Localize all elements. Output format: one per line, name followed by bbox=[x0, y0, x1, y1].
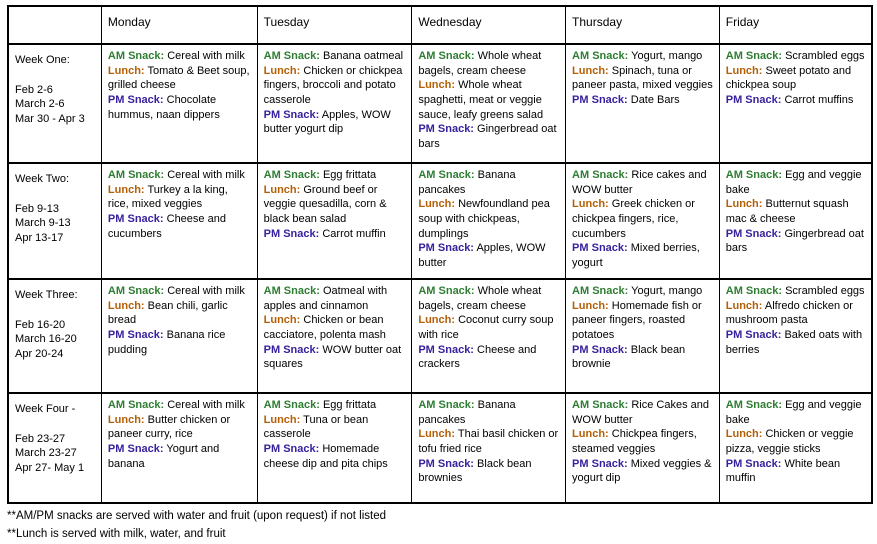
meal-cell-week2-thursday bbox=[566, 163, 720, 279]
day-header-tuesday: Tuesday bbox=[257, 6, 412, 44]
meal-entry bbox=[264, 183, 406, 227]
meal-entry bbox=[726, 284, 865, 299]
pm-snack-label: PM Snack: bbox=[725, 93, 782, 106]
meal-entry bbox=[418, 284, 559, 313]
meal-cell-week3-tuesday bbox=[257, 279, 412, 393]
pm-snack-text: Mixed berries, yogurt bbox=[572, 242, 700, 269]
pm-snack-label: PM Snack: bbox=[263, 108, 320, 121]
week-three-row bbox=[8, 279, 872, 393]
meal-cell-week2-monday bbox=[101, 163, 257, 279]
pm-snack-label: PM Snack: bbox=[572, 457, 628, 470]
lunch-text: Greek chicken or chickpea fingers, rice, cucumbers bbox=[572, 198, 695, 240]
pm-snack-label: PM Snack: bbox=[107, 442, 164, 455]
pm-snack-label: PM Snack: bbox=[107, 212, 164, 225]
meal-entry bbox=[726, 49, 865, 64]
week-one-label-cell bbox=[8, 44, 101, 163]
lunch-label: Lunch: bbox=[263, 64, 301, 77]
pm-snack-label: PM Snack: bbox=[418, 457, 474, 470]
pm-snack-text: Gingerbread oat bars bbox=[418, 123, 557, 150]
meal-entry bbox=[572, 343, 713, 372]
meal-cell-week1-monday bbox=[101, 44, 257, 163]
meal-entry bbox=[108, 168, 251, 183]
am-snack-label: AM Snack: bbox=[107, 285, 165, 297]
pm-snack-label: PM Snack: bbox=[572, 242, 628, 255]
lunch-label: Lunch: bbox=[418, 314, 456, 327]
pm-snack-label: PM Snack: bbox=[263, 442, 320, 455]
lunch-text: Tomato & Beet soup, grilled cheese bbox=[107, 64, 250, 92]
meal-entry bbox=[726, 227, 865, 256]
pm-snack-text: Mixed veggies & yogurt dip bbox=[572, 457, 712, 485]
am-snack-text: Egg frittata bbox=[322, 399, 377, 411]
week-date: Apr 27- May 1 bbox=[15, 461, 85, 474]
week-three-label-cell bbox=[8, 279, 101, 393]
meal-entry bbox=[726, 93, 865, 108]
pm-snack-text: Black bean brownies bbox=[418, 457, 532, 485]
meal-entry bbox=[108, 49, 251, 64]
pm-snack-text: Cheese and crackers bbox=[418, 343, 537, 371]
week-dates bbox=[15, 202, 95, 246]
pm-snack-label: PM Snack: bbox=[107, 93, 164, 106]
lunch-text: Tuna or bean casserole bbox=[263, 413, 369, 441]
am-snack-label: AM Snack: bbox=[418, 169, 475, 181]
pm-snack-label: PM Snack: bbox=[418, 343, 474, 356]
am-snack-label: AM Snack: bbox=[572, 50, 629, 62]
meal-cell-week3-monday bbox=[101, 279, 257, 393]
lunch-label: Lunch: bbox=[572, 428, 609, 441]
lunch-label: Lunch: bbox=[418, 198, 456, 211]
am-snack-text: Scrambled eggs bbox=[785, 285, 865, 297]
lunch-label: Lunch: bbox=[725, 299, 763, 312]
lunch-label: Lunch: bbox=[107, 183, 145, 196]
am-snack-label: AM Snack: bbox=[418, 399, 475, 411]
meal-entry bbox=[418, 427, 559, 456]
meal-cell-week4-tuesday bbox=[257, 393, 412, 503]
lunch-label: Lunch: bbox=[263, 413, 301, 426]
meal-entry bbox=[108, 183, 251, 212]
week-dates bbox=[15, 432, 95, 476]
pm-snack-label: PM Snack: bbox=[418, 242, 474, 255]
am-snack-text: Banana oatmeal bbox=[322, 50, 404, 62]
meal-entry bbox=[264, 284, 406, 313]
meal-entry bbox=[264, 343, 406, 372]
pm-snack-label: PM Snack: bbox=[107, 328, 164, 341]
lunch-label: Lunch: bbox=[418, 79, 456, 92]
pm-snack-text: WOW butter oat squares bbox=[263, 343, 402, 371]
meal-entry bbox=[264, 64, 406, 108]
meal-entry bbox=[726, 457, 865, 486]
meal-entry bbox=[726, 427, 865, 456]
meal-entry bbox=[264, 49, 406, 64]
week-one-row bbox=[8, 44, 872, 163]
meal-cell-week1-tuesday bbox=[257, 44, 412, 163]
pm-snack-text: Apples, WOW butter yogurt dip bbox=[263, 108, 391, 136]
pm-snack-label: PM Snack: bbox=[572, 93, 628, 106]
pm-snack-text: Carrot muffins bbox=[784, 93, 854, 106]
meal-entry bbox=[572, 427, 713, 456]
week-title: Week Three: bbox=[15, 289, 78, 301]
meal-entry bbox=[264, 413, 406, 442]
week-dates bbox=[15, 83, 95, 127]
week-title: Week Two: bbox=[15, 173, 70, 185]
meal-entry bbox=[726, 197, 865, 226]
am-snack-label: AM Snack: bbox=[107, 169, 165, 181]
lunch-text: Chicken or veggie pizza, veggie sticks bbox=[725, 428, 854, 455]
lunch-text: Thai basil chicken or tofu fried rice bbox=[418, 428, 559, 455]
pm-snack-text: Homemade cheese dip and pita chips bbox=[263, 442, 388, 470]
am-snack-label: AM Snack: bbox=[263, 169, 320, 181]
pm-snack-text: Apples, WOW butter bbox=[418, 242, 546, 269]
am-snack-text: Cereal with milk bbox=[167, 285, 245, 297]
meal-entry bbox=[418, 241, 559, 270]
meal-entry bbox=[108, 93, 251, 122]
week-title: Week Four - bbox=[15, 403, 76, 415]
am-snack-text: Banana pancakes bbox=[418, 169, 516, 196]
am-snack-label: AM Snack: bbox=[107, 50, 165, 62]
meal-cell-week2-friday bbox=[719, 163, 872, 279]
meal-entry bbox=[418, 197, 559, 241]
pm-snack-text: Date Bars bbox=[630, 93, 680, 106]
meal-cell-week1-thursday bbox=[566, 44, 720, 163]
meal-entry bbox=[418, 49, 559, 78]
meal-cell-week4-friday bbox=[719, 393, 872, 503]
am-snack-label: AM Snack: bbox=[572, 399, 629, 411]
am-snack-label: AM Snack: bbox=[572, 169, 629, 181]
am-snack-label: AM Snack: bbox=[572, 285, 629, 297]
lunch-label: Lunch: bbox=[107, 413, 145, 426]
am-snack-text: Oatmeal with apples and cinnamon bbox=[263, 285, 388, 312]
meal-entry bbox=[418, 122, 559, 151]
day-header-friday: Friday bbox=[719, 6, 872, 44]
meal-entry bbox=[108, 284, 251, 299]
week-date: March 23-27 bbox=[15, 447, 77, 460]
week-dates bbox=[15, 318, 95, 362]
lunch-label: Lunch: bbox=[107, 64, 145, 77]
footnote-snacks: **AM/PM snacks are served with water and fruit (upon request) if not listed bbox=[7, 510, 387, 522]
lunch-text: Coconut curry soup with rice bbox=[418, 314, 554, 341]
week-title: Week One: bbox=[15, 54, 70, 66]
lunch-label: Lunch: bbox=[725, 198, 763, 211]
am-snack-text: Scrambled eggs bbox=[785, 50, 865, 62]
meal-entry bbox=[264, 108, 406, 137]
meal-entry bbox=[572, 284, 713, 299]
week-date: Feb 23-27 bbox=[15, 432, 66, 445]
meal-entry bbox=[108, 299, 251, 328]
meal-entry bbox=[418, 398, 559, 427]
lunch-label: Lunch: bbox=[572, 299, 609, 312]
pm-snack-label: PM Snack: bbox=[725, 328, 782, 341]
meal-entry bbox=[418, 343, 559, 372]
pm-snack-text: Yogurt and banana bbox=[107, 442, 220, 470]
am-snack-text: Yogurt, mango bbox=[631, 285, 703, 297]
day-header-wednesday: Wednesday bbox=[412, 6, 566, 44]
meal-entry bbox=[726, 299, 865, 328]
meal-entry bbox=[108, 398, 251, 413]
week-date: Apr 20-24 bbox=[15, 347, 64, 360]
pm-snack-text: Chocolate hummus, naan dippers bbox=[107, 93, 220, 121]
meal-entry bbox=[572, 299, 713, 343]
week-date: Feb 2-6 bbox=[15, 83, 53, 96]
lunch-label: Lunch: bbox=[572, 64, 609, 77]
pm-snack-label: PM Snack: bbox=[263, 227, 320, 240]
day-header-thursday: Thursday bbox=[566, 6, 720, 44]
lunch-text: Spinach, tuna or paneer pasta, mixed veggies bbox=[572, 64, 713, 92]
meal-entry bbox=[726, 398, 865, 427]
lunch-label: Lunch: bbox=[725, 64, 763, 77]
meal-entry bbox=[418, 78, 559, 122]
corner-cell bbox=[8, 6, 101, 44]
meal-cell-week3-wednesday bbox=[412, 279, 566, 393]
meal-entry bbox=[572, 168, 713, 197]
week-two-label-cell bbox=[8, 163, 101, 279]
am-snack-text: Cereal with milk bbox=[167, 399, 245, 411]
week-date: Apr 13-17 bbox=[15, 231, 64, 244]
meal-cell-week3-thursday bbox=[566, 279, 720, 393]
meal-entry bbox=[264, 313, 406, 342]
lunch-label: Lunch: bbox=[418, 428, 456, 441]
pm-snack-text: Banana rice pudding bbox=[107, 328, 226, 356]
meal-entry bbox=[572, 49, 713, 64]
pm-snack-text: Gingerbread oat bars bbox=[725, 227, 864, 255]
meal-entry bbox=[572, 93, 713, 108]
lunch-text: Turkey a la king, rice, mixed veggies bbox=[107, 183, 228, 211]
pm-snack-label: PM Snack: bbox=[418, 123, 474, 136]
lunch-text: Sweet potato and chickpea soup bbox=[725, 64, 852, 92]
week-date: March 9-13 bbox=[15, 217, 71, 230]
meal-entry bbox=[572, 457, 713, 486]
footnote-lunch: **Lunch is served with milk, water, and fruit bbox=[7, 528, 226, 541]
day-header-monday: Monday bbox=[101, 6, 257, 44]
meal-entry bbox=[264, 227, 406, 242]
week-date: March 16-20 bbox=[15, 333, 77, 346]
pm-snack-text: Carrot muffin bbox=[322, 227, 386, 240]
meal-cell-week1-friday bbox=[719, 44, 872, 163]
meal-cell-week4-thursday bbox=[566, 393, 720, 503]
meal-entry bbox=[726, 328, 865, 357]
meal-entry bbox=[418, 457, 559, 486]
meal-entry bbox=[418, 168, 559, 197]
meal-entry bbox=[108, 442, 251, 471]
week-four-label-cell bbox=[8, 393, 101, 503]
lunch-text: Alfredo chicken or mushroom pasta bbox=[725, 299, 853, 327]
am-snack-label: AM Snack: bbox=[725, 169, 782, 181]
meal-entry bbox=[108, 413, 251, 442]
meal-entry bbox=[264, 398, 406, 413]
am-snack-text: Cereal with milk bbox=[167, 169, 245, 181]
lunch-text: Ground beef or veggie quesadilla, corn & black bean salad bbox=[263, 183, 387, 225]
footnotes bbox=[7, 507, 874, 544]
meal-cell-week4-monday bbox=[101, 393, 257, 503]
meal-entry bbox=[108, 328, 251, 357]
meal-cell-week1-wednesday bbox=[412, 44, 566, 163]
pm-snack-text: Baked oats with berries bbox=[725, 328, 863, 356]
am-snack-label: AM Snack: bbox=[263, 285, 320, 297]
pm-snack-text: Black bean brownie bbox=[572, 343, 686, 371]
am-snack-label: AM Snack: bbox=[418, 50, 475, 62]
week-date: March 2-6 bbox=[15, 98, 65, 111]
meal-cell-week2-wednesday bbox=[412, 163, 566, 279]
meal-entry bbox=[108, 212, 251, 241]
meal-cell-week4-wednesday bbox=[412, 393, 566, 503]
meal-entry bbox=[572, 398, 713, 427]
meal-entry bbox=[418, 313, 559, 342]
pm-snack-text: White bean muffin bbox=[725, 457, 841, 485]
lunch-label: Lunch: bbox=[263, 183, 301, 196]
meal-entry bbox=[572, 64, 713, 93]
am-snack-text: Egg and veggie bake bbox=[725, 399, 862, 426]
meal-cell-week3-friday bbox=[719, 279, 872, 393]
am-snack-text: Whole wheat bagels, cream cheese bbox=[418, 50, 542, 77]
meal-plan-table bbox=[7, 5, 873, 504]
lunch-label: Lunch: bbox=[107, 299, 145, 312]
meal-entry bbox=[572, 197, 713, 241]
pm-snack-label: PM Snack: bbox=[263, 343, 320, 356]
pm-snack-label: PM Snack: bbox=[725, 227, 782, 240]
am-snack-label: AM Snack: bbox=[725, 285, 782, 297]
week-two-row bbox=[8, 163, 872, 279]
am-snack-text: Egg frittata bbox=[322, 169, 377, 181]
am-snack-label: AM Snack: bbox=[725, 399, 782, 411]
am-snack-text: Cereal with milk bbox=[167, 50, 245, 62]
lunch-text: Whole wheat spaghetti, meat or veggie sauce, leafy greens salad bbox=[418, 79, 544, 121]
meal-entry bbox=[572, 241, 713, 270]
day-header-row bbox=[8, 6, 872, 44]
lunch-text: Chicken or chickpea fingers, broccoli and potato casserole bbox=[263, 64, 403, 106]
lunch-label: Lunch: bbox=[263, 314, 301, 327]
week-four-row bbox=[8, 393, 872, 503]
meal-entry bbox=[726, 168, 865, 197]
lunch-text: Butter chicken or paneer curry, rice bbox=[107, 413, 231, 441]
lunch-text: Butternut squash mac & cheese bbox=[725, 198, 849, 225]
am-snack-text: Yogurt, mango bbox=[631, 50, 703, 62]
meal-entry bbox=[264, 168, 406, 183]
meal-entry bbox=[108, 64, 251, 93]
am-snack-text: Egg and veggie bake bbox=[725, 169, 862, 196]
am-snack-label: AM Snack: bbox=[107, 399, 165, 411]
meal-cell-week2-tuesday bbox=[257, 163, 412, 279]
pm-snack-label: PM Snack: bbox=[572, 343, 628, 356]
meal-entry bbox=[264, 442, 406, 471]
am-snack-text: Rice Cakes and WOW butter bbox=[572, 399, 710, 426]
lunch-text: Homemade fish or paneer fingers, roasted potatoes bbox=[572, 299, 702, 341]
am-snack-label: AM Snack: bbox=[263, 399, 320, 411]
pm-snack-text: Cheese and cucumbers bbox=[107, 212, 226, 240]
am-snack-label: AM Snack: bbox=[725, 50, 782, 62]
meal-entry bbox=[726, 64, 865, 93]
am-snack-label: AM Snack: bbox=[418, 285, 475, 297]
am-snack-text: Rice cakes and WOW butter bbox=[572, 169, 707, 196]
am-snack-label: AM Snack: bbox=[263, 50, 320, 62]
lunch-text: Chicken or bean cacciatore, polenta mash bbox=[263, 314, 386, 341]
week-date: Feb 16-20 bbox=[15, 318, 66, 331]
week-date: Feb 9-13 bbox=[15, 202, 60, 215]
lunch-text: Chickpea fingers, steamed veggies bbox=[572, 428, 697, 455]
lunch-text: Newfoundland pea soup with chickpeas, dumplings bbox=[418, 198, 550, 240]
lunch-label: Lunch: bbox=[572, 198, 609, 211]
week-date: Mar 30 - Apr 3 bbox=[15, 112, 85, 125]
pm-snack-label: PM Snack: bbox=[725, 457, 782, 470]
am-snack-text: Whole wheat bagels, cream cheese bbox=[418, 285, 542, 312]
lunch-text: Bean chili, garlic bread bbox=[107, 299, 228, 327]
am-snack-text: Banana pancakes bbox=[418, 399, 516, 426]
lunch-label: Lunch: bbox=[725, 428, 763, 441]
